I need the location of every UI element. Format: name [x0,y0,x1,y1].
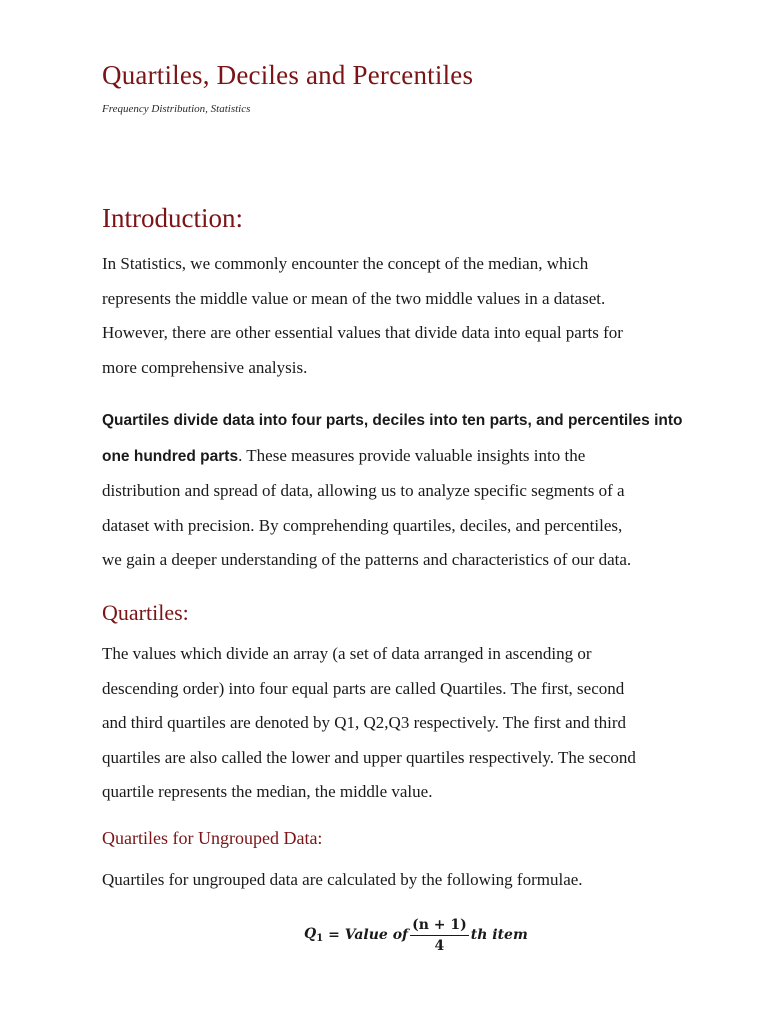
formula-subscript: 1 [316,933,324,944]
formula-q: Q [304,926,317,942]
formula-numerator: (n + 1) [410,917,469,936]
text-line: Quartiles for ungrouped data are calculated by the following formulae. [102,870,583,889]
introduction-paragraph-2 [102,404,727,578]
text-line: dataset with precision. By comprehending quartiles, deciles, and percentiles, [102,515,623,535]
document-subtitle: Frequency Distribution, Statistics [102,103,251,115]
formula-symbol [304,926,323,944]
bold-text: one hundred parts [102,447,239,465]
introduction-paragraph-1 [102,247,727,385]
text-line: The values which divide an array (a set of data arranged in ascending or [102,644,592,663]
formula-denominator: 4 [434,937,445,954]
bold-text-line: Quartiles divide data into four parts, deciles into ten parts, and percentiles into [102,412,683,429]
text-line [102,439,727,475]
text-line: In Statistics, we commonly encounter the concept of the median, which [102,254,589,273]
quartiles-heading: Quartiles: [102,600,189,625]
text-line: descending order) into four equal parts are called Quartiles. The first, second [102,678,625,698]
quartile-formula [304,912,528,958]
formula-equals: = Value of [328,927,409,943]
text-line: and third quartiles are denoted by Q1, Q2,Q3 respectively. The first and third [102,713,627,733]
formula-suffix: th item [470,927,528,943]
quartiles-paragraph [102,637,727,810]
formula-fraction [410,917,469,954]
text-line: distribution and spread of data, allowing us to analyze specific segments of a [102,481,625,501]
text-line: represents the middle value or mean of the two middle values in a dataset. [102,288,606,308]
ungrouped-data-heading: Quartiles for Ungrouped Data: [102,828,323,848]
text-line: However, there are other essential values that divide data into equal parts for [102,323,623,343]
text-line: more comprehensive analysis. [102,357,308,377]
ungrouped-data-paragraph [102,863,727,898]
text-line: quartile represents the median, the middle value. [102,782,433,802]
text-span: . These measures provide valuable insights into the [238,445,586,465]
document-title: Quartiles, Deciles and Percentiles [102,60,474,90]
introduction-heading: Introduction: [102,203,243,233]
text-line: quartiles are also called the lower and upper quartiles respectively. The second [102,747,636,767]
text-line: we gain a deeper understanding of the patterns and characteristics of our data. [102,550,632,570]
